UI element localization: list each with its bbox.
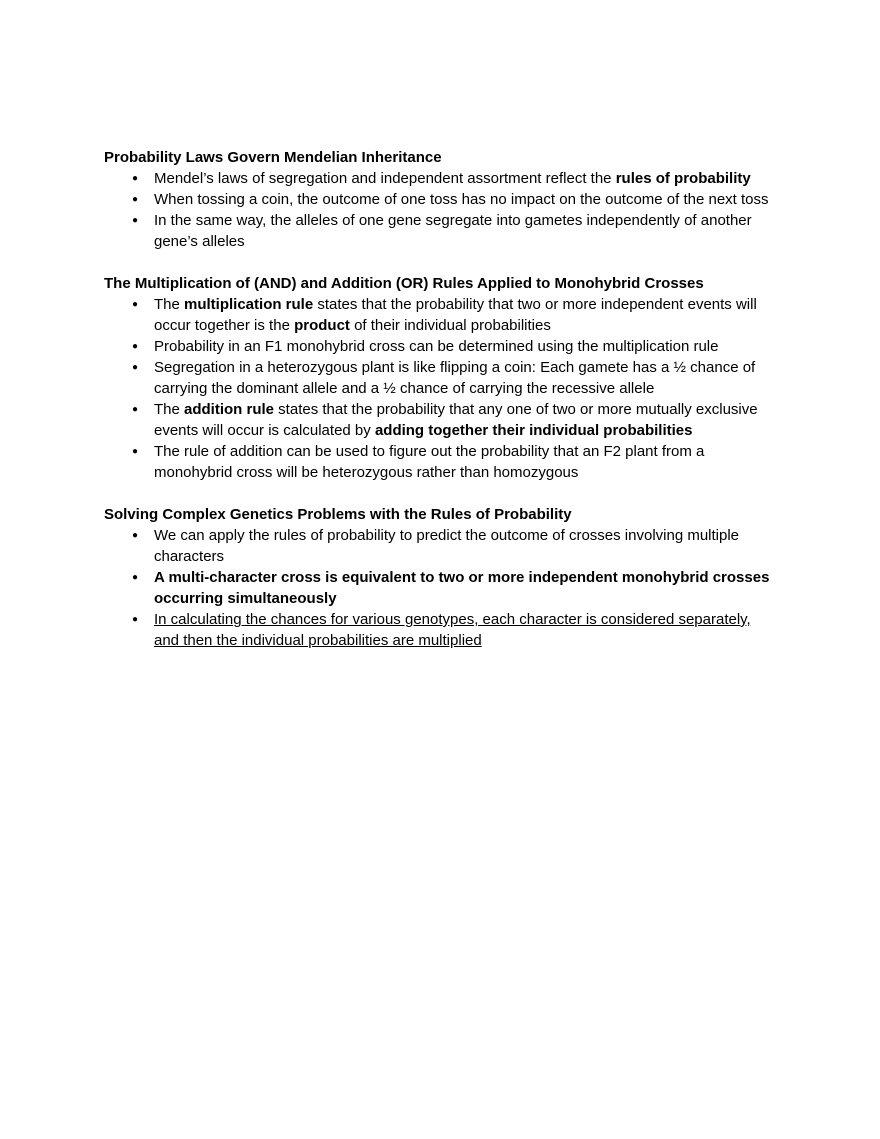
bullet-item [104, 399, 772, 441]
section [104, 273, 772, 483]
bullet-item [104, 567, 772, 609]
bullet-text [154, 401, 758, 439]
text-segment: product [294, 317, 350, 334]
text-segment: When tossing a coin, the outcome of one toss has no impact on the outcome of the next toss [154, 191, 769, 208]
text-segment: A multi-character cross is equivalent to two or more independent monohybrid crosses occurring simultaneously [154, 569, 770, 607]
bullet-icon: ● [132, 194, 139, 205]
text-segment: In calculating the chances for various genotypes, each character is considered separately, and then the individual probabilities are multiplied [154, 611, 751, 649]
bullet-list [104, 525, 772, 651]
text-segment: Segregation in a heterozygous plant is like flipping a coin: Each gamete has a ½ chance of carrying the dominant allele and a ½ chance of carrying the recessive allele [154, 359, 756, 397]
text-segment: The rule of addition can be used to figure out the probability that an F2 plant from a monohybrid cross will be heterozygous rather than homozygous [154, 443, 705, 481]
bullet-icon: ● [132, 362, 139, 373]
text-segment: We can apply the rules of probability to predict the outcome of crosses involving multiple characters [154, 527, 740, 565]
bullet-item [104, 357, 772, 399]
bullet-icon: ● [132, 572, 139, 583]
bullet-list [104, 294, 772, 483]
text-segment: states that the probability that two or more independent events will occur together is the [154, 296, 757, 334]
text-segment: adding together their individual probabilities [374, 422, 693, 439]
bullet-text [154, 569, 769, 607]
bullet-text [154, 212, 752, 250]
bullet-list [104, 168, 772, 252]
bullet-text [154, 611, 751, 649]
bullet-text [154, 443, 704, 481]
bullet-item [104, 525, 772, 567]
text-segment: In the same way, the alleles of one gene segregate into gametes independently of another gene’s alleles [154, 212, 752, 250]
bullet-icon: ● [132, 446, 139, 457]
text-segment: The [154, 401, 185, 418]
bullet-text [154, 296, 757, 334]
bullet-text [154, 527, 739, 565]
bullet-icon: ● [132, 341, 139, 352]
bullet-item [104, 294, 772, 336]
text-segment: of their individual probabilities [349, 317, 551, 334]
bullet-item [104, 609, 772, 651]
bullet-icon: ● [132, 215, 139, 226]
section [104, 147, 772, 252]
bullet-item [104, 189, 772, 210]
text-segment: Probability in an F1 monohybrid cross can be determined using the multiplication rule [154, 338, 719, 355]
bullet-icon: ● [132, 404, 139, 415]
bullet-text [154, 170, 751, 187]
text-segment: addition rule [184, 401, 275, 418]
bullet-item [104, 441, 772, 483]
bullet-icon: ● [132, 299, 139, 310]
bullet-item [104, 336, 772, 357]
section [104, 504, 772, 651]
bullet-text [154, 338, 718, 355]
section-heading: Solving Complex Genetics Problems with the Rules of Probability [104, 506, 572, 523]
text-segment: rules of probability [615, 170, 751, 187]
section-heading: Probability Laws Govern Mendelian Inheritance [104, 149, 442, 166]
bullet-item [104, 168, 772, 189]
text-segment: Mendel’s laws of segregation and independent assortment reflect the [154, 170, 616, 187]
bullet-icon: ● [132, 173, 139, 184]
text-segment: states that the probability that any one of two or more mutually exclusive events will occur is calculated by [154, 401, 758, 439]
document-content [104, 147, 772, 651]
bullet-text [154, 359, 755, 397]
bullet-icon: ● [132, 614, 139, 625]
bullet-item [104, 210, 772, 252]
bullet-text [154, 191, 769, 208]
text-segment: The [154, 296, 185, 313]
section-heading: The Multiplication of (AND) and Addition (OR) Rules Applied to Monohybrid Crosses [104, 275, 704, 292]
bullet-icon: ● [132, 530, 139, 541]
text-segment: multiplication rule [184, 296, 314, 313]
